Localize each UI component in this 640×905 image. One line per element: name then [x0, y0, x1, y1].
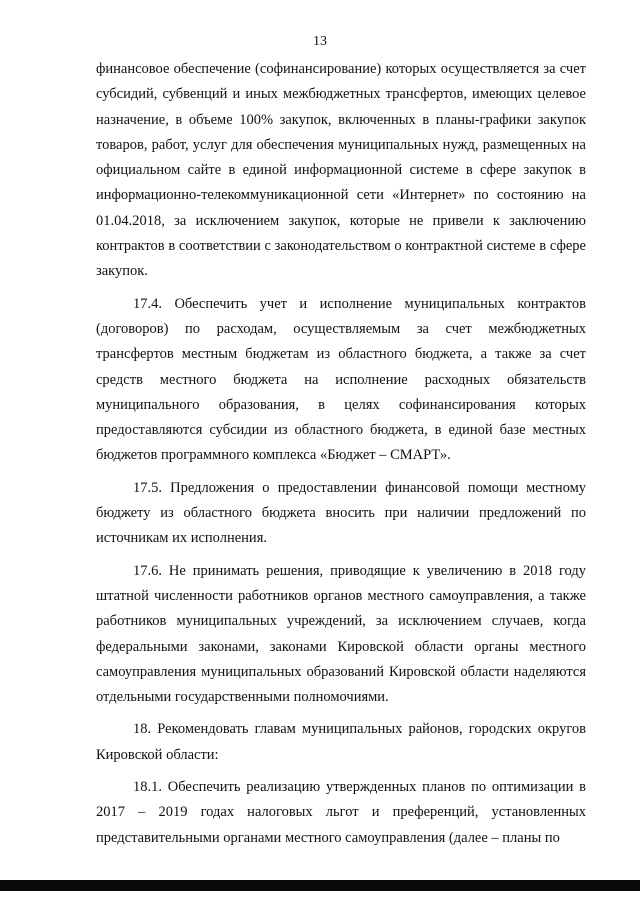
- paragraph-continuation: финансовое обеспечение (софинансирование) которых осуществляется за счет субсидий, субвенций и иных межбюджетных трансфертов, имеющих целевое назначение, в объеме 100% закупок, включенных в планы-графики закупок товаров, работ, услуг для обеспечения муниципальных нужд, размещенных на официальном сайте в единой информационной системе в сфере закупок в информационно-телекоммуникационной сети «Интернет» по состоянию на 01.04.2018, за исключением закупок, которые не привели к заключению контрактов в соответствии с законодательством о контрактной системе в сфере закупок.: [96, 61, 586, 280]
- paragraph-17-4: 17.4. Обеспечить учет и исполнение муниципальных контрактов (договоров) по расходам, осуществляемым за счет межбюджетных трансфертов местным бюджетам из областного бюджета, а также за счет средств местного бюджета на исполнение расходных обязательств муниципального образования, в целях софинансирования которых предоставляются субсидии из областного бюджета, в единой базе местных бюджетов программного комплекса «Бюджет – СМАРТ».: [96, 295, 586, 464]
- document-body: [96, 57, 586, 858]
- paragraph-17-5: 17.5. Предложения о предоставлении финансовой помощи местному бюджету из областного бюджета вносить при наличии предложений по источникам их исполнения.: [96, 479, 586, 547]
- paragraph-18-1: 18.1. Обеспечить реализацию утвержденных планов по оптимизации в 2017 – 2019 годах налоговых льгот и преференций, установленных представительными органами местного самоуправления (далее – планы по: [96, 779, 586, 846]
- page-number: 13: [313, 34, 327, 49]
- bottom-scan-bar: [0, 880, 640, 891]
- paragraph-18: 18. Рекомендовать главам муниципальных районов, городских округов Кировской области:: [96, 721, 586, 763]
- paragraph-17-6: 17.6. Не принимать решения, приводящие к увеличению в 2018 году штатной численности работников органов местного самоуправления, а также работников муниципальных учреждений, за исключением случаев, когда федеральными законами, законами Кировской области органы местного самоуправления муниципальных образований Кировской области наделяются отдельными государственными полномочиями.: [96, 562, 586, 706]
